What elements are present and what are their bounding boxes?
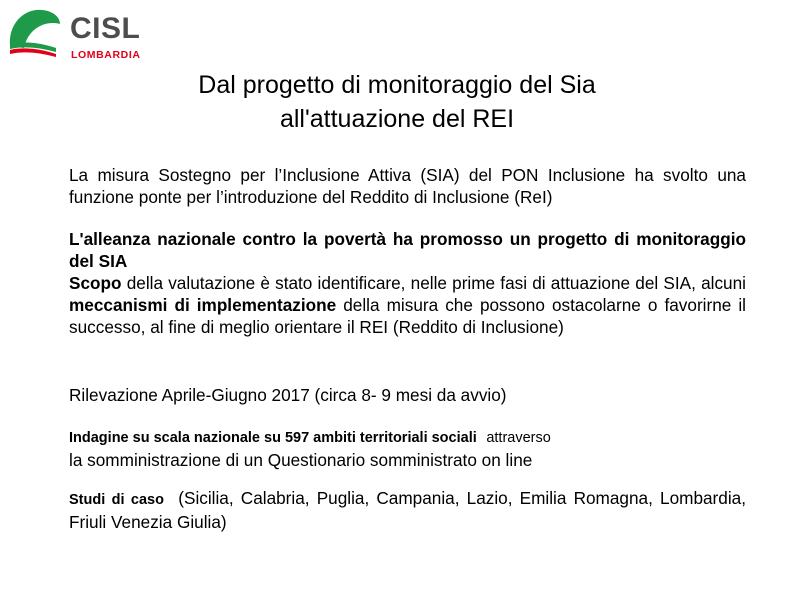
national-survey-rest: la somministrazione di un Questionario somministrato on line [69, 450, 533, 470]
scope-text-a: della valutazione è stato identificare, nelle prime fasi di attuazione del SIA, alcuni [121, 273, 746, 293]
national-survey-bold: Indagine su scala nazionale su 597 ambiti territoriali sociali [69, 430, 477, 446]
paragraph-sia-intro: La misura Sostegno per l’Inclusione Attiva (SIA) del PON Inclusione ha svolto una funzione ponte per l’introduzione del Reddito di Inclusione (ReI) [69, 165, 746, 207]
slide-title [0, 68, 794, 136]
title-line-2: all'attuazione del REI [279, 105, 515, 133]
logo-text: CISL [70, 12, 141, 45]
paragraph-monitoring-project [69, 228, 746, 338]
scope-bold-text: meccanismi di implementazione [69, 295, 337, 315]
paragraph-survey-period: Rilevazione Aprile-Giugno 2017 (circa 8- 9 mesi da avvio) [69, 385, 507, 405]
logo-subtext: LOMBARDIA [71, 49, 141, 61]
case-studies-label: Studi di caso [69, 492, 164, 508]
national-survey-small: attraverso [486, 430, 551, 446]
cisl-logo [6, 6, 156, 61]
case-studies-text: (Sicilia, Calabria, Puglia, Campania, Lazio, Emilia Romagna, Lombardia, Friuli Venezia Giulia) [69, 488, 746, 532]
paragraph-national-survey [69, 425, 746, 471]
title-line-1: Dal progetto di monitoraggio del Sia [198, 71, 596, 99]
alliance-lead-text: L'alleanza nazionale contro la povertà ha promosso un progetto di monitoraggio del SIA [69, 229, 746, 271]
paragraph-case-studies [69, 487, 746, 533]
scope-label: Scopo [69, 273, 122, 293]
cisl-logo-mark [6, 6, 62, 58]
scope-text-b: della misura che possono ostacolarne o favorirne il successo, al fine di meglio orientare il REI (Reddito di Inclusione) [69, 295, 746, 337]
